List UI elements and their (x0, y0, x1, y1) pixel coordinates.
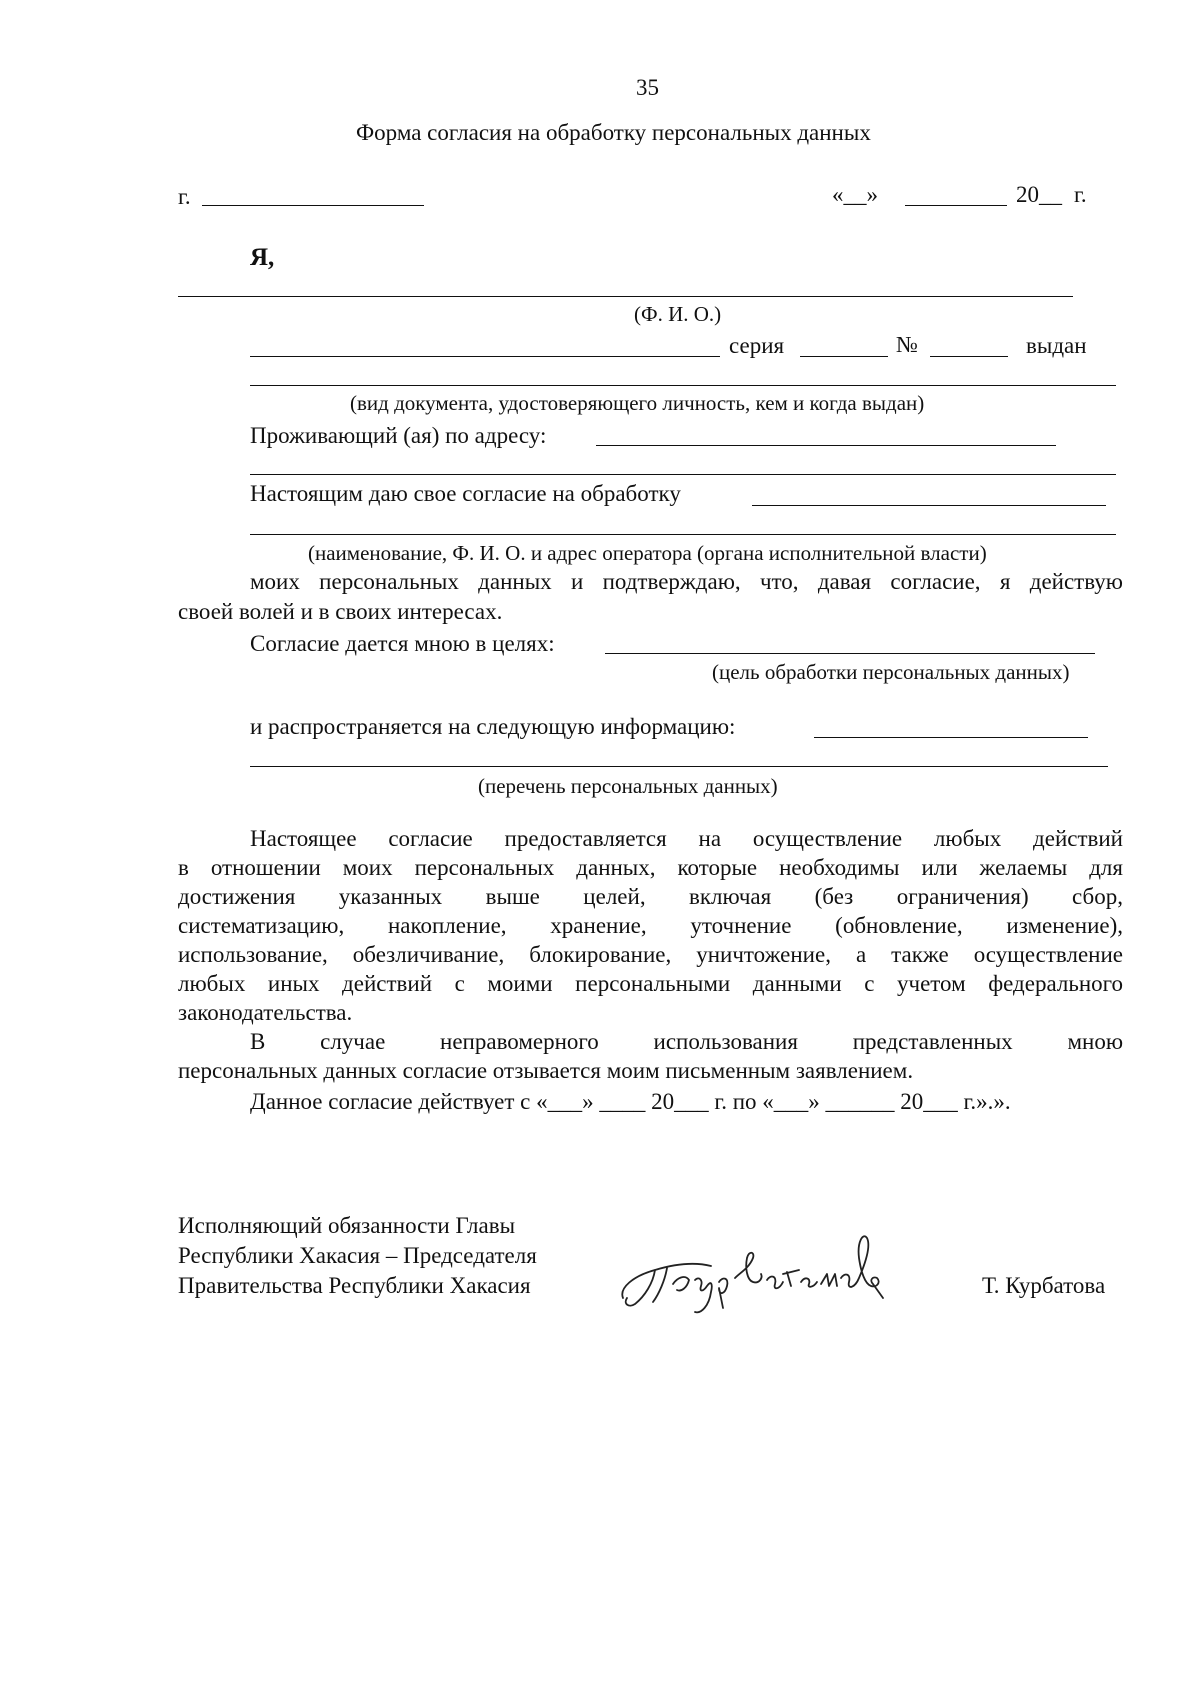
city-field[interactable] (202, 205, 424, 206)
document-caption: (вид документа, удостоверяющего личность, кем и когда выдан) (350, 391, 925, 415)
number-label: № (896, 332, 918, 357)
info-label: и распространяется на следующую информацию: (250, 714, 736, 739)
signatory-position-line3: Правительства Республики Хакасия (178, 1273, 531, 1298)
fio-caption: (Ф. И. О.) (634, 302, 722, 326)
purpose-label: Согласие дается мною в целях: (250, 631, 555, 656)
issued-by-field[interactable] (250, 385, 1116, 386)
series-field[interactable] (800, 356, 888, 357)
address-field-line2[interactable] (250, 474, 1116, 475)
paragraph2-line1: В случае неправомерного использования представленных мною (250, 1029, 1123, 1054)
page-number: 35 (636, 75, 659, 100)
consent-text-line2: своей волей и в своих интересах. (178, 599, 503, 624)
city-prefix: г. (178, 184, 191, 209)
paragraph1-line7: законодательства. (178, 1000, 353, 1025)
date-day-field[interactable]: «__» (832, 182, 878, 207)
i-label: Я, (250, 244, 275, 271)
date-year-suffix: г. (1074, 182, 1087, 207)
paragraph1-line5: использование, обезличивание, блокирование, уничтожение, а также осуществление (178, 942, 1123, 967)
signatory-name: Т. Курбатова (982, 1273, 1106, 1298)
purpose-field[interactable] (605, 653, 1095, 654)
info-field-line2[interactable] (250, 766, 1108, 767)
handwritten-signature (615, 1228, 895, 1318)
operator-caption: (наименование, Ф. И. О. и адрес оператора (органа исполнительной власти) (308, 541, 987, 565)
address-label: Проживающий (ая) по адресу: (250, 423, 547, 448)
date-month-field[interactable] (905, 205, 1007, 206)
paragraph1-line1: Настоящее согласие предоставляется на осуществление любых действий (250, 826, 1123, 851)
purpose-caption: (цель обработки персональных данных) (712, 660, 1070, 684)
paragraph2-line2: персональных данных согласие отзывается моим письменным заявлением. (178, 1058, 914, 1083)
issued-label: выдан (1026, 333, 1087, 358)
validity-line: Данное согласие действует с «___» ____ 20___ г. по «___» ______ 20___ г.».». (250, 1089, 1011, 1114)
paragraph1-line6: любых иных действий с моими персональными данными с учетом федерального (178, 971, 1123, 996)
operator-field[interactable] (752, 505, 1106, 506)
info-caption: (перечень персональных данных) (478, 774, 778, 798)
address-field[interactable] (596, 445, 1056, 446)
signatory-position-line1: Исполняющий обязанности Главы (178, 1213, 516, 1238)
number-field[interactable] (930, 356, 1008, 357)
info-field[interactable] (814, 737, 1088, 738)
date-year-field[interactable]: 20__ (1016, 182, 1062, 207)
document-type-field[interactable] (250, 356, 720, 357)
consent-label: Настоящим даю свое согласие на обработку (250, 481, 681, 506)
series-label: серия (729, 333, 785, 358)
paragraph1-line3: достижения указанных выше целей, включая (без ограничения) сбор, (178, 884, 1123, 909)
consent-text-line1: моих персональных данных и подтверждаю, что, давая согласие, я действую (250, 569, 1123, 594)
paragraph1-line4: систематизацию, накопление, хранение, уточнение (обновление, изменение), (178, 913, 1123, 938)
operator-field-line2[interactable] (250, 534, 1116, 535)
fio-field[interactable] (178, 296, 1073, 297)
signatory-position-line2: Республики Хакасия – Председателя (178, 1243, 537, 1268)
page-title: Форма согласия на обработку персональных данных (356, 120, 871, 145)
paragraph1-line2: в отношении моих персональных данных, которые необходимы или желаемы для (178, 855, 1123, 880)
